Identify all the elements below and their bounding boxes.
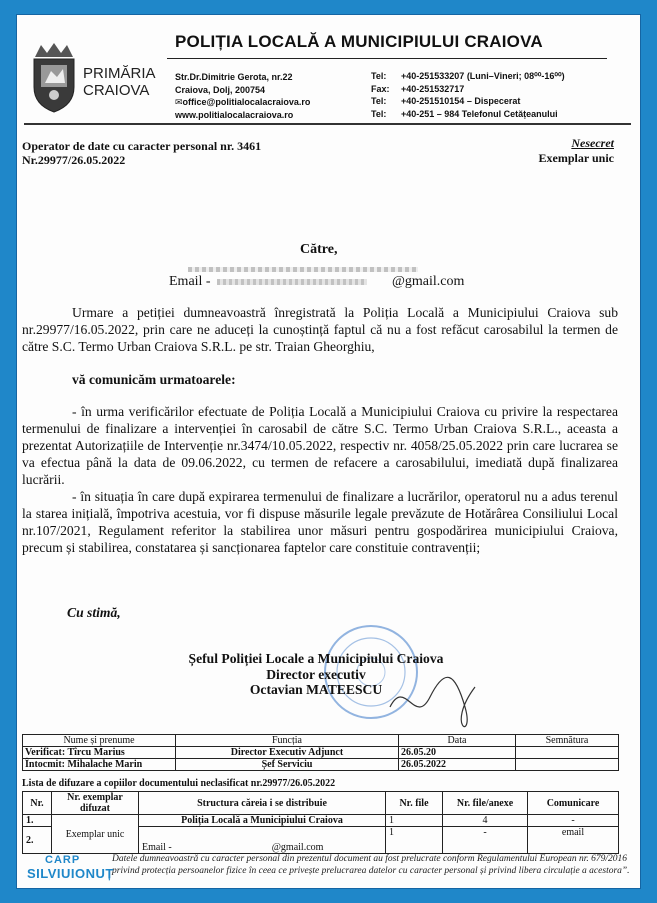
email-link[interactable]: office@politialocalacraiova.ro — [182, 97, 311, 107]
website-link[interactable]: www.politialocalacraiova.ro — [175, 109, 294, 120]
watermark-logo: CARP SILVIUIONUȚ — [27, 854, 114, 881]
distribution-table: Nr. Nr. exemplar difuzat Structura căreia i se distribuie Nr. file Nr. file/anexe Comunicare 1. Exemplar unic Poliția Locală a Municipiului Craiova 1 4 - 2. Email - @gmail.com 1 - email — [22, 791, 619, 854]
operator-info: Operator de date cu caracter personal nr. 3461 Nr.29977/26.05.2022 — [22, 139, 262, 167]
primaria-logo-text: PRIMĂRIA CRAIOVA — [83, 65, 156, 99]
coat-of-arms-icon — [31, 43, 77, 113]
signature-block: Șeful Poliției Locale a Municipiului Craiova Director executiv Octavian MATEESCU — [188, 651, 444, 697]
table-row: Întocmit: Mihalache Marin Șef Serviciu 26.05.2022 — [23, 759, 619, 771]
table-row: 1. Exemplar unic Poliția Locală a Municipiului Craiova 1 4 - — [23, 815, 619, 827]
registration-number: Nr.29977/26.05.2022 — [22, 153, 126, 167]
paragraph-1: Urmare a petiției dumneavoastră înregistrată la Poliția Locală a Municipiului Craiova sub nr.29977/16.05.2022, prin care ne aduceți la cunoștință faptul că nu a fost refăcut carosabilul la termen de către S.C. Termo Urban Craiova S.R.L. pe str. Traian Gheorghiu, — [22, 305, 618, 354]
redacted-name — [188, 267, 418, 272]
paragraph-2: vă comunicăm urmatoarele: — [72, 372, 236, 387]
signature-scribble — [385, 667, 480, 732]
classification-block: Nesecret Exemplar unic — [538, 136, 614, 165]
approval-table: Nume și prenume Funcția Data Semnătura Verificat: Tîrcu Marius Director Executiv Adjunct 26.05.20 Întocmit: Mihalache Marin Șef Serviciu 26.05.2022 — [22, 734, 619, 771]
header-divider — [167, 58, 607, 59]
paragraph-4: - în situația în care după expirarea termenului de finalizare a lucrărilor, operatorul nu a adus terenul la starea inițială, împotriva acestuia, vor fi dispuse măsurile legale prevăzute de Hotărârea Consiliului Local nr.107/2021, Regulament referitor la stabilirea unor măsuri pentru gospodărirea municipiului Craiova, precum și stabilirea, constatarea și sancționarea faptelor care constituie contravenții; — [22, 489, 618, 555]
table-row: 2. Email - @gmail.com 1 - email — [23, 827, 619, 854]
document-page — [17, 15, 640, 888]
recipient-email: Email - @gmail.com — [169, 274, 465, 289]
distribution-title: Lista de difuzare a copiilor documentului neclasificat nr.29977/26.05.2022 — [22, 778, 336, 789]
addressee-heading: Către, — [300, 242, 338, 257]
table-row: Verificat: Tîrcu Marius Director Executiv Adjunct 26.05.20 — [23, 747, 619, 759]
letter-body — [22, 304, 618, 556]
redacted-email — [217, 279, 367, 285]
closing: Cu stimă, — [67, 605, 121, 620]
phone-block: Tel: +40-251533207 (Luni–Vineri; 08⁰⁰-16⁰⁰) Fax: +40-251532717 Tel: +40-251510154 – Dispecerat Tel: +40-251 – 984 Telefonul Cetățeanului — [371, 71, 565, 119]
address-block: Str.Dr.Dimitrie Gerota, nr.22 Craiova, Dolj, 200754 ✉office@politialocalacraiova.ro www.politialocalacraiova.ro — [175, 72, 311, 120]
paragraph-3: - în urma verificărilor efectuate de Poliția Locală a Municipiului Craiova cu privire la respectarea termenului de finalizare a intervenției în carosabil de către S.C. Termo Urban Craiova S.R.L., aceasta a prezentat Autorizațiile de Intervenție nr.3474/10.05.2022, respectiv nr. 4058/25.05.2022 prin care lucrarea se va efectua până la data de 09.06.2022, cu termen de refacere a carosabilului, imediată după finalizarea lucrării. — [22, 404, 618, 487]
institution-title: POLIȚIA LOCALĂ A MUNICIPIULUI CRAIOVA — [175, 32, 543, 51]
header-rule — [24, 123, 631, 125]
gdpr-footer: Datele dumneavoastră cu caracter personal din prezentul document au fost prelucrate conform Regulamentului European nr. 679/2016 privind protecția persoanelor fizice în ceea ce privește prelucrarea datelor cu caracter personal și privind libera circulație a acestora”. — [112, 854, 630, 876]
envelope-icon: ✉ — [175, 97, 183, 107]
